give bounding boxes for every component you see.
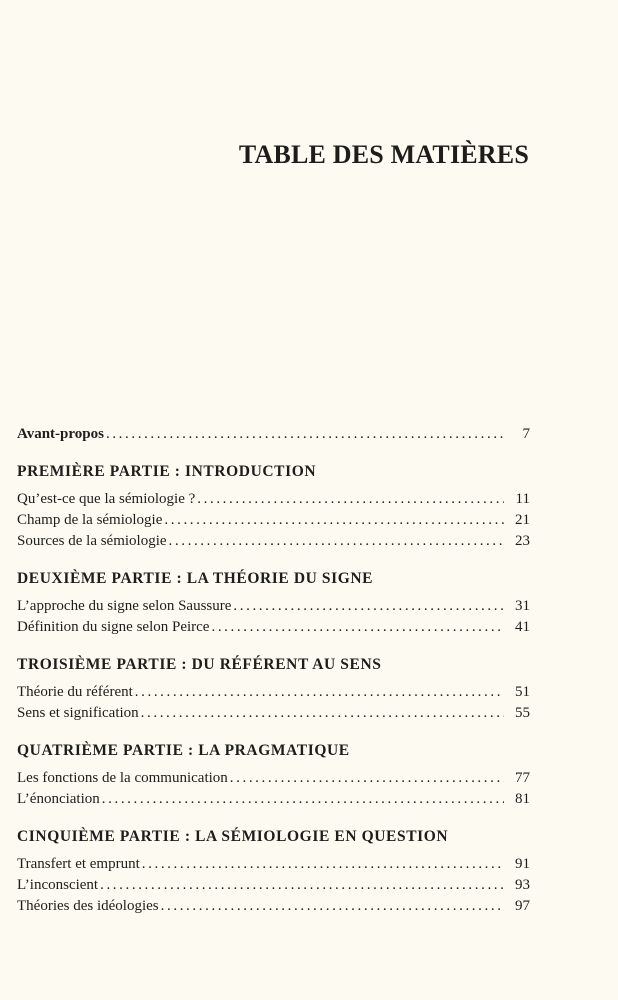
part-heading: QUATRIÈME PARTIE : LA PRAGMATIQUE bbox=[17, 742, 350, 759]
toc-entry bbox=[17, 489, 530, 510]
entry-page: 7 bbox=[522, 426, 530, 442]
entry-label: Sources de la sémiologie bbox=[17, 533, 167, 549]
toc-entry-intro bbox=[17, 424, 530, 445]
dot-leader bbox=[164, 510, 504, 531]
entry-page: 31 bbox=[515, 598, 530, 614]
toc-entry bbox=[17, 789, 530, 810]
entry-label: Sens et signification bbox=[17, 705, 139, 721]
toc-entry bbox=[17, 682, 530, 703]
dot-leader bbox=[197, 489, 504, 510]
entry-page: 77 bbox=[515, 770, 530, 786]
part-heading: CINQUIÈME PARTIE : LA SÉMIOLOGIE EN QUESTION bbox=[17, 828, 449, 845]
entry-label: Avant-propos bbox=[17, 426, 104, 442]
toc-entry bbox=[17, 768, 530, 789]
dot-leader bbox=[100, 875, 504, 896]
toc-entry bbox=[17, 531, 530, 552]
dot-leader bbox=[135, 682, 504, 703]
part-heading: TROISIÈME PARTIE : DU RÉFÉRENT AU SENS bbox=[17, 656, 382, 673]
entry-page: 97 bbox=[515, 898, 530, 914]
entry-label: Qu’est-ce que la sémiologie ? bbox=[17, 491, 196, 507]
dot-leader bbox=[106, 424, 504, 445]
toc-entry bbox=[17, 596, 530, 617]
toc-entry bbox=[17, 875, 530, 896]
entry-label: Transfert et emprunt bbox=[17, 856, 140, 872]
table-of-contents bbox=[17, 424, 530, 917]
entry-label: L’inconscient bbox=[17, 877, 99, 893]
entry-page: 81 bbox=[515, 791, 530, 807]
entry-page: 21 bbox=[515, 512, 530, 528]
entry-page: 11 bbox=[515, 491, 530, 507]
dot-leader bbox=[169, 531, 504, 552]
toc-entry bbox=[17, 510, 530, 531]
page-title: TABLE DES MATIÈRES bbox=[238, 140, 529, 169]
dot-leader bbox=[142, 854, 504, 875]
entry-page: 51 bbox=[515, 684, 530, 700]
dot-leader bbox=[230, 768, 504, 789]
part-heading: DEUXIÈME PARTIE : LA THÉORIE DU SIGNE bbox=[17, 570, 374, 587]
dot-leader bbox=[233, 596, 504, 617]
entry-label: Théories des idéologies bbox=[17, 898, 159, 914]
dot-leader bbox=[161, 896, 504, 917]
dot-leader bbox=[102, 789, 504, 810]
entry-label: Champ de la sémiologie bbox=[17, 512, 163, 528]
entry-page: 55 bbox=[515, 705, 530, 721]
toc-entry bbox=[17, 896, 530, 917]
entry-label: Définition du signe selon Peirce bbox=[17, 619, 210, 635]
entry-label: L’énonciation bbox=[17, 791, 100, 807]
entry-label: Théorie du référent bbox=[17, 684, 133, 700]
toc-entry bbox=[17, 703, 530, 724]
toc-entry bbox=[17, 854, 530, 875]
entry-page: 93 bbox=[515, 877, 530, 893]
part-heading: PREMIÈRE PARTIE : INTRODUCTION bbox=[17, 463, 317, 480]
dot-leader bbox=[211, 617, 504, 638]
dot-leader bbox=[141, 703, 504, 724]
toc-entry bbox=[17, 617, 530, 638]
entry-label: Les fonctions de la communication bbox=[17, 770, 228, 786]
entry-page: 23 bbox=[515, 533, 530, 549]
entry-page: 41 bbox=[515, 619, 530, 635]
entry-page: 91 bbox=[515, 856, 530, 872]
entry-label: L’approche du signe selon Saussure bbox=[17, 598, 232, 614]
